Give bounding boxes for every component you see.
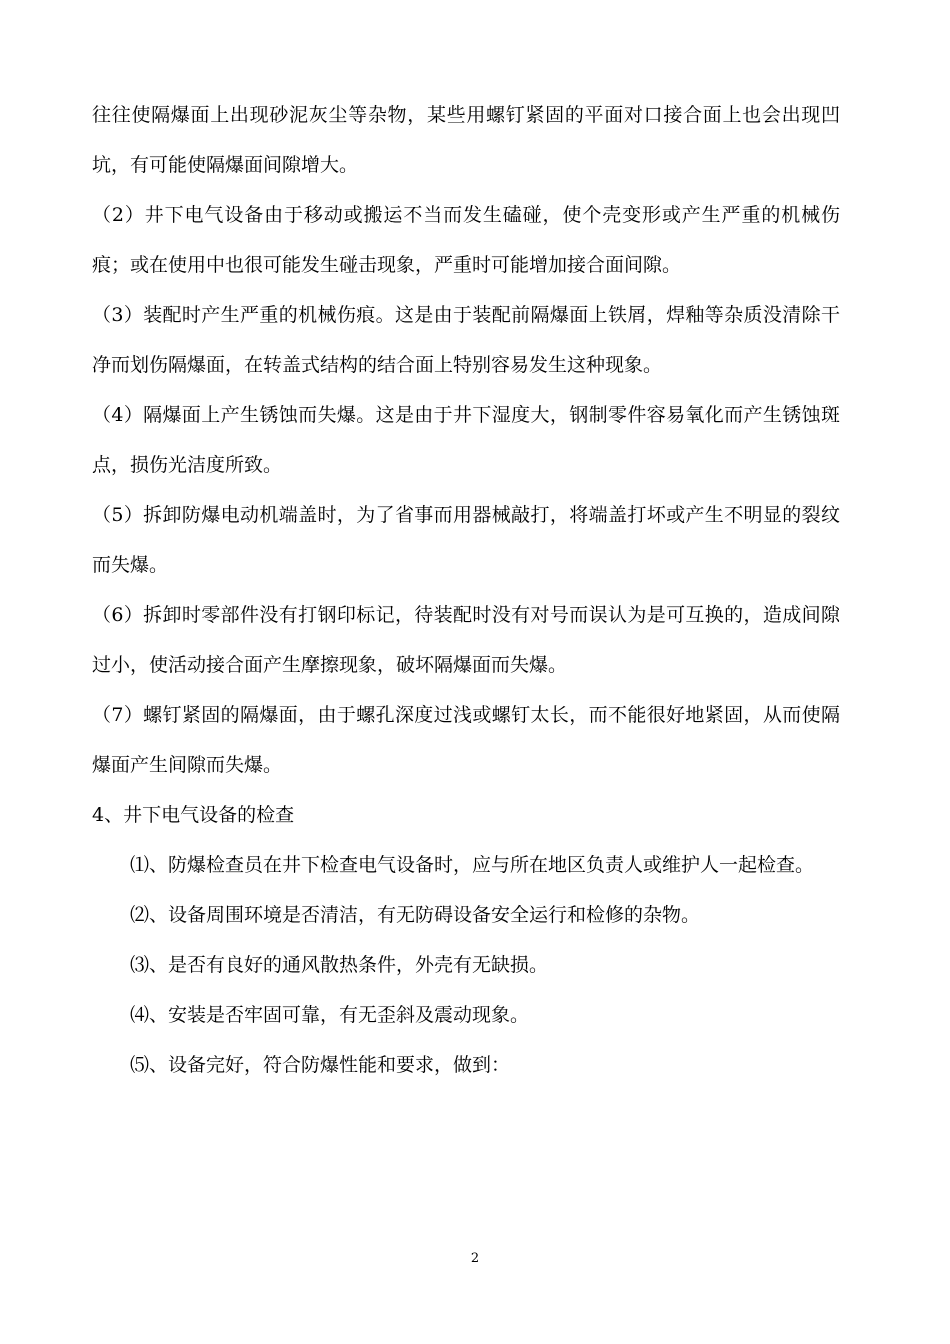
check-item-2: ⑵、设备周围环境是否清洁，有无防碍设备安全运行和检修的杂物。: [130, 904, 701, 926]
paragraph-continuation: 往往使隔爆面上出现砂泥灰尘等杂物，某些用螺钉紧固的平面对口接合面上也会出现凹坑，有可能使隔爆面间隙增大。: [92, 104, 840, 176]
check-item-5: ⑸、设备完好，符合防爆性能和要求，做到：: [130, 1054, 511, 1076]
body-text: [92, 90, 840, 1090]
check-item-1: ⑴、防爆检查员在井下检查电气设备时，应与所在地区负责人或维护人一起检查。: [130, 854, 815, 876]
paragraph-item-7: （7）螺钉紧固的隔爆面，由于螺孔深度过浅或螺钉太长，而不能很好地紧固，从而使隔爆面产生间隙而失爆。: [92, 704, 840, 776]
check-item-4: ⑷、安装是否牢固可靠，有无歪斜及震动现象。: [130, 1004, 530, 1026]
paragraph-item-4: （4）隔爆面上产生锈蚀而失爆。这是由于井下湿度大，钢制零件容易氧化而产生锈蚀斑点，损伤光洁度所致。: [92, 404, 840, 476]
check-item-3: ⑶、是否有良好的通风散热条件，外壳有无缺损。: [130, 954, 549, 976]
paragraph-item-6: （6）拆卸时零部件没有打钢印标记，待装配时没有对号而误认为是可互换的，造成间隙过小，使活动接合面产生摩擦现象，破坏隔爆面而失爆。: [92, 604, 840, 676]
page-number: 2: [470, 1251, 480, 1266]
section-heading: 4、井下电气设备的检查: [92, 804, 295, 826]
paragraph-item-3: （3）装配时产生严重的机械伤痕。这是由于装配前隔爆面上铁屑，焊釉等杂质没清除干净而划伤隔爆面，在转盖式结构的结合面上特别容易发生这种现象。: [92, 304, 840, 376]
paragraph-item-5: （5）拆卸防爆电动机端盖时，为了省事而用器械敲打，将端盖打坏或产生不明显的裂纹而失爆。: [92, 504, 840, 576]
paragraph-item-2: （2）井下电气设备由于移动或搬运不当而发生磕碰，使个壳变形或产生严重的机械伤痕；或在使用中也很可能发生碰击现象，严重时可能增加接合面间隙。: [92, 204, 840, 276]
